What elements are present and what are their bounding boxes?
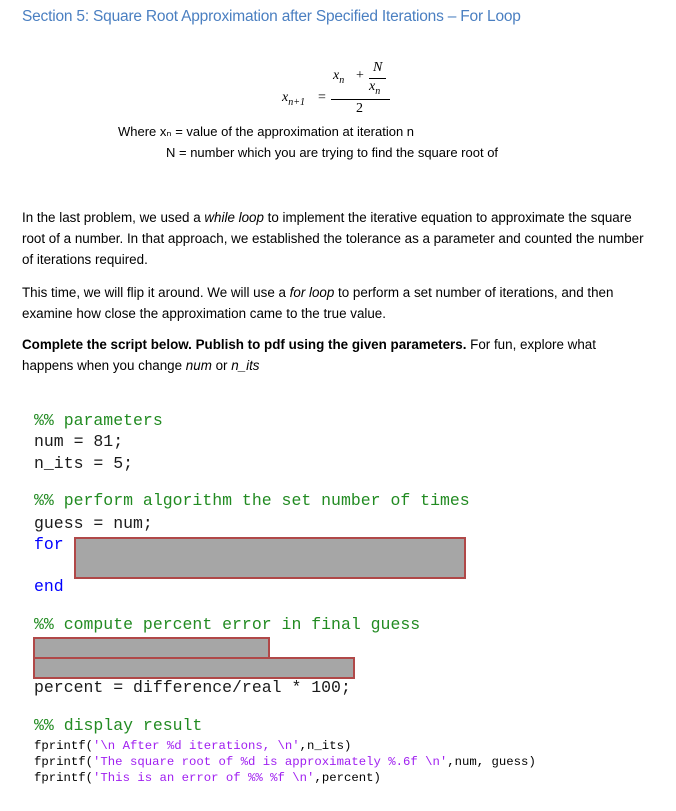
- paragraph-1: In the last problem, we used a while loop to implement the iterative equation to approximate the square root of a number. In that approach, we established the tolerance as a parameter and counted the number of iterations required.: [22, 210, 644, 267]
- eq-main-fraction-bar: [331, 99, 390, 100]
- code-nits-line: n_its = 5;: [34, 454, 134, 473]
- where-line-1: Where xₙ = value of the approximation at iteration n: [118, 124, 415, 139]
- code-fprintf-2: fprintf('The square root of %d is approximately %.6f \n',num, guess): [34, 755, 536, 769]
- eq-equals: =: [318, 90, 326, 105]
- code-num-line: num = 81;: [34, 432, 124, 451]
- code-end-keyword: end: [34, 577, 64, 596]
- paragraph-3: Complete the script below. Publish to pdf using the given parameters. For fun, explore what happens when you change num or n_its: [22, 337, 596, 373]
- eq-lhs: $x_{n+1}$: [282, 90, 305, 108]
- eq-numerator-x: $x_n$: [333, 68, 345, 86]
- eq-inner-denominator: $x_n$: [369, 79, 381, 97]
- eq-plus: +: [356, 68, 364, 83]
- redacted-line-2: [33, 657, 355, 679]
- code-fprintf-1: fprintf('\n After %d iterations, \n',n_its): [34, 739, 352, 753]
- code-comment-perform: %% perform algorithm the set number of times: [34, 491, 470, 510]
- redacted-loop-body: [74, 537, 466, 579]
- eq-denominator: 2: [356, 101, 363, 116]
- code-percent-line: percent = difference/real * 100;: [34, 678, 351, 697]
- code-guess-line: guess = num;: [34, 514, 153, 533]
- code-for-keyword: for: [34, 535, 64, 554]
- code-comment-parameters: %% parameters: [34, 411, 163, 430]
- section-heading: Section 5: Square Root Approximation after Specified Iterations – For Loop: [22, 8, 521, 25]
- code-comment-compute: %% compute percent error in final guess: [34, 615, 421, 634]
- redacted-line-1: [33, 637, 270, 659]
- code-comment-display: %% display result: [34, 716, 203, 735]
- paragraph-2: This time, we will flip it around. We will use a for loop to perform a set number of iterations, and then examine how close the approximation came to the true value.: [22, 285, 614, 321]
- code-fprintf-3: fprintf('This is an error of %% %f \n',percent): [34, 771, 381, 785]
- where-line-2: N = number which you are trying to find the square root of: [166, 145, 499, 160]
- eq-inner-n: N: [373, 60, 383, 75]
